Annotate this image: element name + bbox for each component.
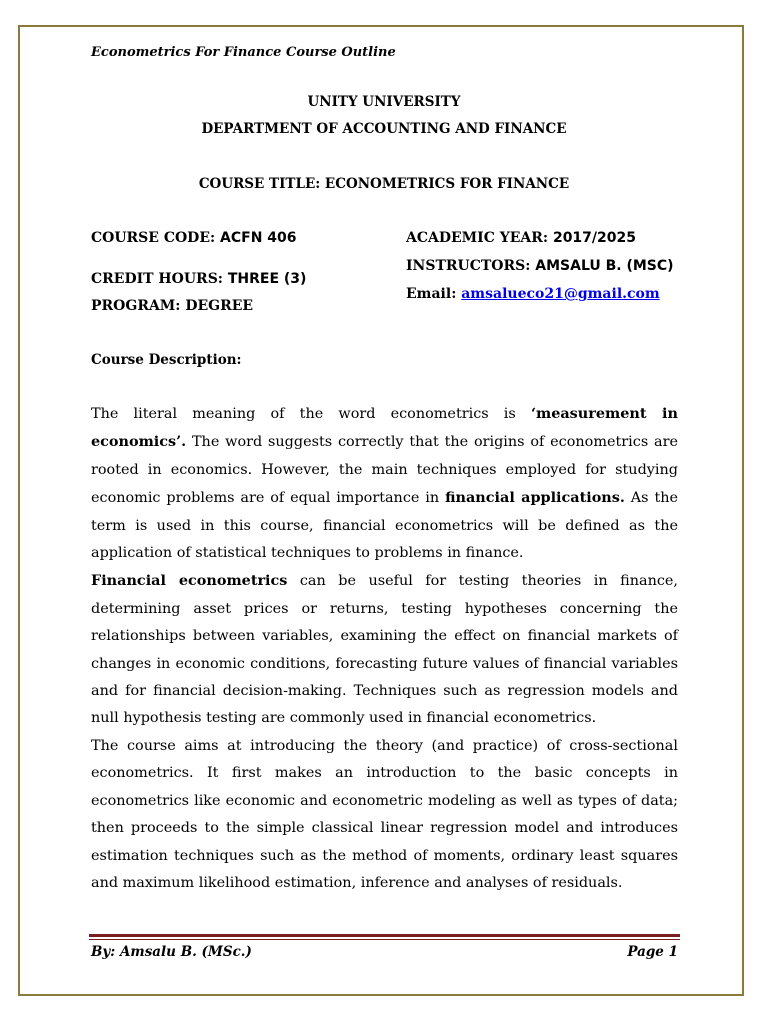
email-label: Email: [406, 286, 462, 302]
credit-hours [91, 271, 306, 287]
footer-rule-thin [89, 939, 680, 940]
course-title: COURSE TITLE: ECONOMETRICS FOR FINANCE [198, 176, 570, 192]
course-code-value: ACFN 406 [220, 230, 297, 246]
description-paragraph-3: The course aims at introducing the theory (and practice) of cross-sectional econometrics. It first makes an introduction to the basic concepts in econometrics like economic and econometric modeling as well as types of data; then proceeds to the simple classical linear regression model and introduces estimation techniques such as the method of moments, ordinary least squares and maximum likelihood estimation, inference and analyses of residuals. [91, 737, 678, 891]
description-paragraph-1 [91, 400, 678, 567]
running-header: Econometrics For Finance Course Outline [91, 45, 396, 60]
department-name: DEPARTMENT OF ACCOUNTING AND FINANCE [201, 121, 567, 137]
course-description-heading: Course Description: [91, 352, 242, 368]
program: PROGRAM: DEGREE [91, 298, 254, 314]
footer-author: By: Amsalu B. (MSc.) [91, 944, 252, 960]
p1-text-e: As the term is used in this course, financial econometrics will be defined as the application of statistical techniques to problems in finance. [91, 490, 679, 562]
academic-year-value: 2017/2025 [552, 230, 636, 246]
p1-bold-financial-applications: financial applications. [445, 489, 625, 507]
p1-text-c: The word suggests correctly that the origins of econometrics are rooted in economics. However, the main techniques employed for studying economic problems are of equal importance in [91, 434, 678, 507]
academic-year-label: ACADEMIC YEAR: [406, 230, 553, 246]
description-paragraph-2 [91, 567, 678, 732]
course-description-body [91, 400, 678, 897]
university-name: UNITY UNIVERSITY [307, 94, 461, 110]
academic-year [406, 230, 636, 246]
p2-text-b: can be useful for testing theories in finance, determining asset prices or returns, testing hypotheses concerning the relationships between variables, examining the effect on financial markets of changes in economic conditions, forecasting future values of financial variables and for financial decision-making. Techniques such as regression models and null hypothesis testing are commonly used in financial econometrics. [91, 573, 678, 727]
footer-page-number: Page 1 [627, 944, 678, 960]
instructors-value: AMSALU B. (MSC) [535, 258, 674, 274]
footer-rule-thick [89, 934, 680, 937]
credit-hours-label: CREDIT HOURS: [91, 271, 228, 287]
email-link[interactable]: amsalueco21@gmail.com [461, 286, 660, 302]
instructors-label: INSTRUCTORS: [406, 258, 536, 274]
credit-hours-value: THREE (3) [227, 271, 307, 287]
course-code [91, 230, 297, 246]
p2-bold-financial-econometrics: Financial econometrics [91, 572, 288, 590]
p1-bold-measurement: ‘measurement in economics’. [91, 405, 678, 451]
email [406, 286, 660, 302]
p1-text-a: The literal meaning of the word econometrics is [91, 406, 531, 422]
course-code-label: COURSE CODE: [91, 230, 221, 246]
instructors [406, 258, 674, 274]
